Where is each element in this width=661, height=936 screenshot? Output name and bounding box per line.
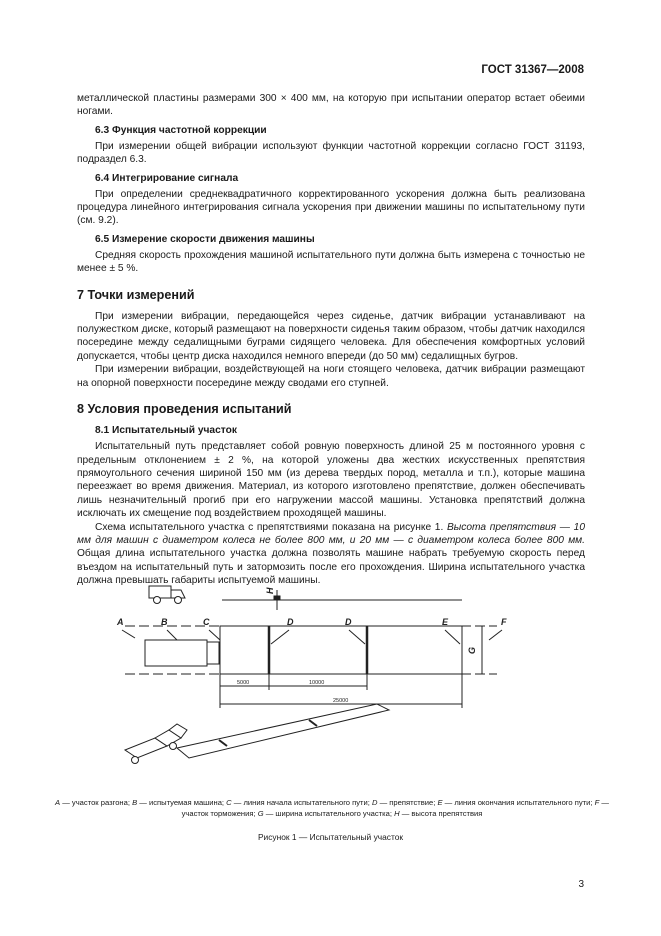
leader-f	[489, 630, 502, 640]
section-7-paragraph-2: При измерении вибрации, воздействующей на ноги стоящего человека, датчик вибрации размещают на опорной поверхности посередине между сводами его ступней.	[77, 364, 585, 389]
section-6-4-title: 6.4 Интегрирование сигнала	[95, 172, 239, 184]
legend-item: H — высота препятствия	[394, 809, 483, 818]
section-6-5-text: Средняя скорость прохождения машиной испытательного пути должна быть измерена с точностью не менее ± 5 %.	[77, 249, 585, 275]
test-machine-icon	[145, 640, 207, 666]
legend-item: F — участок торможения;	[181, 798, 609, 818]
label-d-2: D	[345, 617, 352, 627]
legend-item: D — препятствие;	[372, 798, 438, 807]
section-8-1-paragraph-1: Испытательный путь представляет собой ровную поверхность длиной 25 м постоянного уровня с предельным отклонением ± 2 %, на которой уложены два жестких искусственных препятствия прямоугольного сечения шириной 150 мм (из дерева твердых пород, металла и т.п.), которые машина переезжает во время движения. Материал, из которого изготовлено препятствие, должен обеспечивать лишь незначительный прогиб при его нагружении массой машины. Установка препятствий должна исключать их смещение под воздействием проходящей машины.	[77, 441, 585, 520]
leader-c	[209, 630, 220, 640]
document-header: ГОСТ 31367—2008	[481, 64, 584, 76]
label-g: G	[467, 646, 477, 654]
page-number: 3	[578, 879, 584, 890]
section-8-title: 8 Условия проведения испытаний	[77, 402, 292, 417]
truck-perspective-icon	[125, 724, 187, 764]
label-h: H	[265, 587, 275, 594]
machine-cab-icon	[207, 642, 219, 664]
legend-item: G — ширина испытательного участка;	[257, 809, 395, 818]
leader-a	[122, 630, 135, 638]
label-c: C	[203, 617, 210, 627]
label-d-1: D	[287, 617, 294, 627]
leader-d2	[349, 630, 365, 644]
leader-e	[445, 630, 460, 644]
figure-1-diagram	[77, 578, 597, 788]
leader-d1	[271, 630, 289, 644]
label-e: E	[442, 617, 449, 627]
paragraph-2-end: Общая длина испытательного участка должна позволять машине набрать требуемую скорость перед въездом на испытательный путь и затормозить после его прохождения. Ширина испытательного участка должна превышать габариты испытуемой машины.	[77, 548, 585, 587]
label-a: A	[117, 617, 124, 627]
legend-item: C — линия начала испытательного пути;	[226, 798, 372, 807]
leader-b	[167, 630, 177, 640]
section-8-1-title: 8.1 Испытательный участок	[95, 425, 237, 437]
section-6-3-title: 6.3 Функция частотной коррекции	[95, 124, 267, 136]
paragraph-2-start: Схема испытательного участка с препятствиями показана на рисунке 1.	[95, 521, 447, 533]
section-6-5-title: 6.5 Измерение скорости движения машины	[95, 233, 315, 245]
figure-legend	[52, 797, 612, 819]
label-b: B	[161, 617, 168, 627]
legend-item: A — участок разгона;	[55, 798, 133, 807]
continued-paragraph: металлической пластины размерами 300 × 400 мм, на которую при испытании оператор встает обеими ногами.	[77, 93, 585, 118]
section-7-paragraph-1: При измерении вибрации, передающейся через сиденье, датчик вибрации устанавливают на полужестком диске, который размещают на поверхности сиденья таким образом, чтобы датчик находился посередине между седалищными буграми сидящего человека. Для обеспечения комфортных условий допускается, чтобы центр диска находился немного впереди (до 50 мм) седалищных бугров.	[77, 310, 585, 362]
track-perspective-outline	[177, 704, 389, 758]
section-6-3-text: При измерении общей вибрации используют функции частотной коррекции согласно ГОСТ 31193, подраздел 6.3.	[77, 140, 585, 166]
section-7-title: 7 Точки измерений	[77, 287, 195, 302]
dimension-25000: 25000	[333, 698, 349, 704]
dimension-10000: 10000	[309, 680, 325, 686]
legend-item: E — линия окончания испытательного пути;	[437, 798, 595, 807]
obstacle-side-icon	[274, 596, 280, 600]
test-section-diagram	[77, 578, 597, 788]
label-f: F	[501, 617, 507, 627]
obstacle-height-text: Высота препятствия — 10 мм для машин с диаметром колеса не более 800 мм, и 20 мм — с диаметром колеса более 800 мм.	[77, 521, 585, 546]
legend-item: B — испытуемая машина;	[132, 798, 227, 807]
test-path-outline	[220, 626, 462, 674]
figure-caption: Рисунок 1 — Испытательный участок	[257, 832, 404, 842]
truck-side-view-icon	[149, 586, 185, 604]
dimension-5000: 5000	[237, 680, 250, 686]
section-6-4-text: При определении среднеквадратичного корректированного ускорения должна быть реализована процедура линейного интегрирования сигнала ускорения при движении машины по испытательному пути (см. 9.2).	[77, 188, 585, 227]
page-body	[77, 92, 585, 588]
